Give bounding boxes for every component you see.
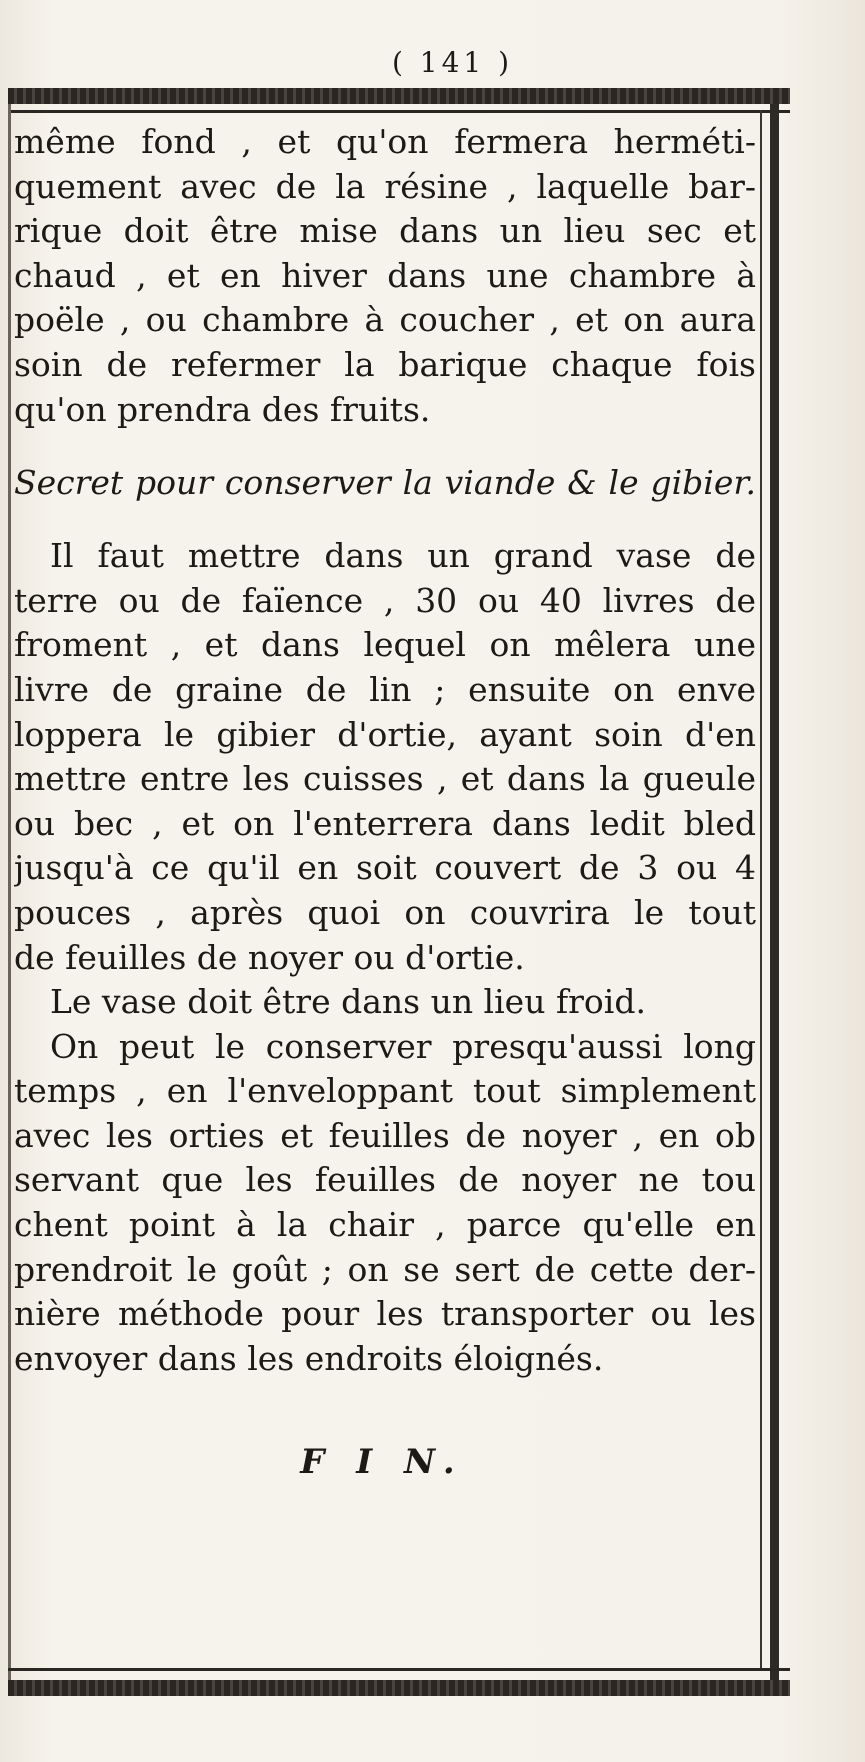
right-inner-border (760, 110, 762, 1670)
text-line: loppera le gibier d'ortie, ayant soin d'en (14, 714, 756, 754)
top-double-rule (8, 88, 790, 104)
bottom-double-rule (8, 1680, 790, 1696)
text-line: ou bec , et on l'enterrera dans ledit bled (14, 803, 756, 843)
spacer (14, 432, 756, 460)
text-line: temps , en l'enveloppant tout simplement (14, 1071, 756, 1111)
paragraph-method (14, 534, 756, 980)
section-heading: Secret pour conserver la viande & le gibier. (14, 463, 756, 503)
text-line: quement avec de la résine , laquelle bar- (14, 166, 756, 206)
paragraph-alternative (14, 1025, 756, 1382)
text-line: On peut le conserver presqu'aussi long (50, 1026, 756, 1066)
text-line: livre de graine de lin ; ensuite on enve (14, 669, 756, 709)
page-number: ( 141 ) (391, 46, 514, 79)
text-line: même fond , et qu'on fermera herméti- (14, 122, 756, 161)
text-line: rique doit être mise dans un lieu sec et (14, 211, 756, 251)
text-line: servant que les feuilles de noyer ne tou (14, 1160, 756, 1200)
text-line: chaud , et en hiver dans une chambre à (14, 255, 756, 295)
text-line: pouces , après quoi on couvrira le tout (14, 892, 756, 932)
page-text (14, 120, 756, 1381)
text-line: soin de refermer la barique chaque fois (14, 344, 756, 384)
text-line: Il faut mettre dans un grand vase de (50, 536, 756, 576)
text-line: terre ou de faïence , 30 ou 40 livres de (14, 580, 756, 620)
spacer (14, 506, 756, 534)
text-line: avec les orties et feuilles de noyer , en ob (14, 1115, 756, 1155)
text-line: froment , et dans lequel on mêlera une (14, 625, 756, 665)
bottom-thin-rule (8, 1668, 790, 1671)
text-line: prendroit le goût ; on se sert de cette der- (14, 1249, 756, 1289)
text-line: jusqu'à ce qu'il en soit couvert de 3 ou 4 (14, 848, 756, 888)
text-line: chent point à la chair , parce qu'elle en (14, 1205, 756, 1245)
text-line: Le vase doit être dans un lieu froid. (50, 982, 646, 1022)
paragraph-vase (14, 980, 756, 1025)
paragraph-preserving-fruits (14, 120, 756, 432)
text-line: envoyer dans les endroits éloignés. (14, 1338, 604, 1378)
text-line: poële , ou chambre à coucher , et on aura (14, 300, 756, 340)
right-frame-border (770, 104, 779, 1682)
text-line: qu'on prendra des fruits. (14, 389, 431, 429)
text-line: mettre entre les cuisses , et dans la gueule (14, 759, 756, 799)
text-line: nière méthode pour les transporter ou les (14, 1294, 756, 1334)
text-line: de feuilles de noyer ou d'ortie. (14, 937, 525, 977)
fin-label: F I N. (300, 1442, 465, 1482)
top-thin-rule (8, 110, 790, 113)
